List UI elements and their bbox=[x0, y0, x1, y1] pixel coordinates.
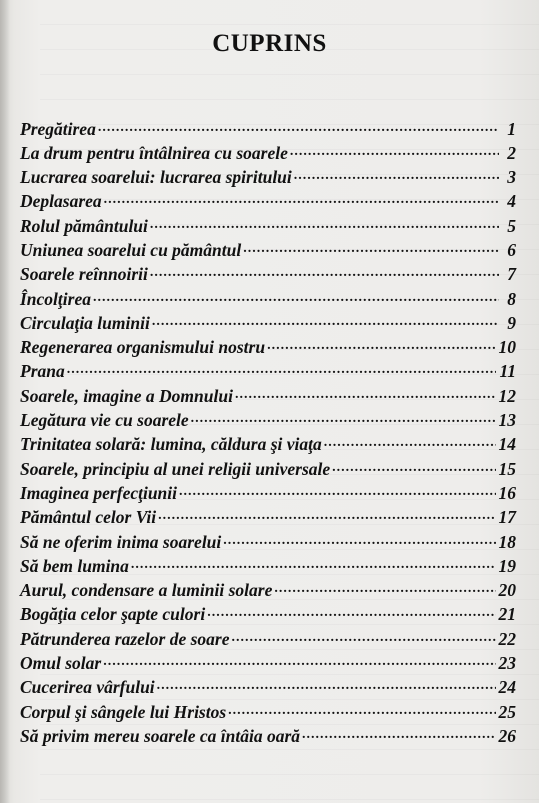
dot-leader bbox=[104, 190, 499, 208]
dot-leader bbox=[158, 506, 495, 524]
toc-entry-page-number: 26 bbox=[498, 725, 516, 746]
toc-entry bbox=[20, 238, 516, 262]
dot-leader bbox=[131, 554, 496, 572]
toc-entry-page-number: 16 bbox=[498, 482, 516, 503]
toc-entry-label: Circulaţia luminii bbox=[20, 312, 150, 333]
toc-entry-page-number: 12 bbox=[498, 385, 516, 406]
toc-entry-page-number: 9 bbox=[507, 312, 516, 333]
toc-entry-page-number: 7 bbox=[507, 264, 516, 285]
toc-entry-page-number: 4 bbox=[507, 191, 516, 212]
toc-entry-page-number: 15 bbox=[498, 458, 516, 479]
dot-leader bbox=[98, 117, 499, 135]
toc-entry-page-number: 19 bbox=[498, 555, 516, 576]
toc-entry-page-number: 24 bbox=[498, 677, 516, 698]
toc-entry-label: Lucrarea soarelui: lucrarea spiritului bbox=[20, 167, 292, 188]
toc-entry-page-number: 1 bbox=[507, 118, 516, 139]
dot-leader bbox=[223, 530, 495, 548]
toc-entry bbox=[20, 506, 516, 530]
toc-entry bbox=[20, 384, 516, 408]
toc-entry-page-number: 18 bbox=[498, 531, 516, 552]
toc-entry bbox=[20, 141, 516, 165]
toc-entry-label: Să bem lumina bbox=[20, 555, 129, 576]
toc-entry-label: Legătura vie cu soarele bbox=[20, 410, 189, 431]
toc-entry-label: Soarele, imagine a Domnului bbox=[20, 385, 233, 406]
toc-entry-page-number: 10 bbox=[498, 337, 516, 358]
dot-leader bbox=[103, 652, 495, 670]
toc-entry-label: Soarele reînnoirii bbox=[20, 264, 148, 285]
dot-leader bbox=[152, 311, 499, 329]
toc-entry-page-number: 21 bbox=[498, 604, 516, 625]
toc-entry bbox=[20, 360, 516, 384]
dot-leader bbox=[207, 603, 495, 621]
toc-entry-label: Pământul celor Vii bbox=[20, 507, 157, 528]
toc-entry-page-number: 3 bbox=[507, 167, 516, 188]
toc-entry bbox=[20, 627, 516, 651]
toc-entry-page-number: 5 bbox=[507, 215, 516, 236]
dot-leader bbox=[93, 287, 499, 305]
toc-entry bbox=[20, 263, 516, 287]
dot-leader bbox=[332, 457, 495, 475]
dot-leader bbox=[150, 214, 499, 232]
toc-entry bbox=[20, 603, 516, 627]
toc-entry-page-number: 20 bbox=[498, 580, 516, 601]
toc-entry bbox=[20, 166, 516, 190]
dot-leader bbox=[67, 360, 497, 378]
toc-entry bbox=[20, 676, 516, 700]
toc-entry-label: Uniunea soarelui cu pământul bbox=[20, 239, 242, 260]
dot-leader bbox=[290, 141, 499, 159]
toc-entry bbox=[20, 433, 516, 457]
toc-entry-label: Deplasarea bbox=[20, 191, 102, 212]
toc-entry-page-number: 6 bbox=[507, 239, 516, 260]
toc-entry-page-number: 8 bbox=[507, 288, 516, 309]
toc-entry-label: Cucerirea vârfului bbox=[20, 677, 155, 698]
dot-leader bbox=[235, 384, 496, 402]
toc-entry-label: Pregătirea bbox=[20, 118, 96, 139]
toc-entry-label: Rolul pământului bbox=[20, 215, 148, 236]
toc-entry-label: Omul solar bbox=[20, 653, 102, 674]
dot-leader bbox=[267, 336, 495, 354]
dot-leader bbox=[324, 433, 496, 451]
toc-entry-page-number: 22 bbox=[498, 628, 516, 649]
dot-leader bbox=[294, 166, 499, 184]
dot-leader bbox=[232, 627, 496, 645]
dot-leader bbox=[274, 579, 495, 597]
toc-entry-page-number: 11 bbox=[499, 361, 516, 382]
toc-entry-label: Imaginea perfecţiunii bbox=[20, 482, 178, 503]
toc-entry-label: Pătrunderea razelor de soare bbox=[20, 628, 230, 649]
toc-entry-label: Regenerarea organismului nostru bbox=[20, 337, 266, 358]
toc-entry-page-number: 23 bbox=[498, 653, 516, 674]
toc-entry-page-number: 13 bbox=[498, 410, 516, 431]
page-title: CUPRINS bbox=[212, 30, 327, 57]
toc-entry bbox=[20, 190, 516, 214]
toc-entry bbox=[20, 336, 516, 360]
dot-leader bbox=[228, 700, 495, 718]
toc-entry-label: Trinitatea solară: lumina, căldura şi viaţa bbox=[20, 434, 322, 455]
toc-entry bbox=[20, 409, 516, 433]
toc-entry bbox=[20, 457, 516, 481]
toc-entry bbox=[20, 287, 516, 311]
dot-leader bbox=[191, 409, 496, 427]
toc-entry-label: Aurul, condensare a luminii solare bbox=[20, 580, 273, 601]
toc-entry-page-number: 2 bbox=[507, 142, 516, 163]
toc-entry bbox=[20, 481, 516, 505]
toc-entry bbox=[20, 554, 516, 578]
toc-entry-page-number: 25 bbox=[498, 701, 516, 722]
toc-entry bbox=[20, 652, 516, 676]
toc-entry-label: Să ne oferim inima soarelui bbox=[20, 531, 222, 552]
toc-entry bbox=[20, 724, 516, 748]
toc-entry-page-number: 14 bbox=[498, 434, 516, 455]
dot-leader bbox=[179, 481, 495, 499]
dot-leader bbox=[157, 676, 496, 694]
toc-entry-label: Bogăţia celor şapte culori bbox=[20, 604, 206, 625]
toc-entry-label: Prana bbox=[20, 361, 65, 382]
toc-entry-label: Încolţirea bbox=[20, 288, 91, 309]
dot-leader bbox=[150, 263, 499, 281]
toc-entry bbox=[20, 117, 516, 141]
toc-entry bbox=[20, 700, 516, 724]
dot-leader bbox=[302, 724, 496, 742]
dot-leader bbox=[243, 238, 499, 256]
toc-entry bbox=[20, 579, 516, 603]
toc-entry-label: Soarele, principiu al unei religii universale bbox=[20, 458, 331, 479]
toc-entry-label: Corpul şi sângele lui Hristos bbox=[20, 701, 227, 722]
table-of-contents bbox=[20, 117, 516, 749]
toc-entry bbox=[20, 311, 516, 335]
gutter-shadow bbox=[0, 0, 10, 803]
toc-entry-label: La drum pentru întâlnirea cu soarele bbox=[20, 142, 288, 163]
toc-entry bbox=[20, 530, 516, 554]
toc-entry-label: Să privim mereu soarele ca întâia oară bbox=[20, 725, 300, 746]
toc-entry bbox=[20, 214, 516, 238]
toc-entry-page-number: 17 bbox=[498, 507, 516, 528]
